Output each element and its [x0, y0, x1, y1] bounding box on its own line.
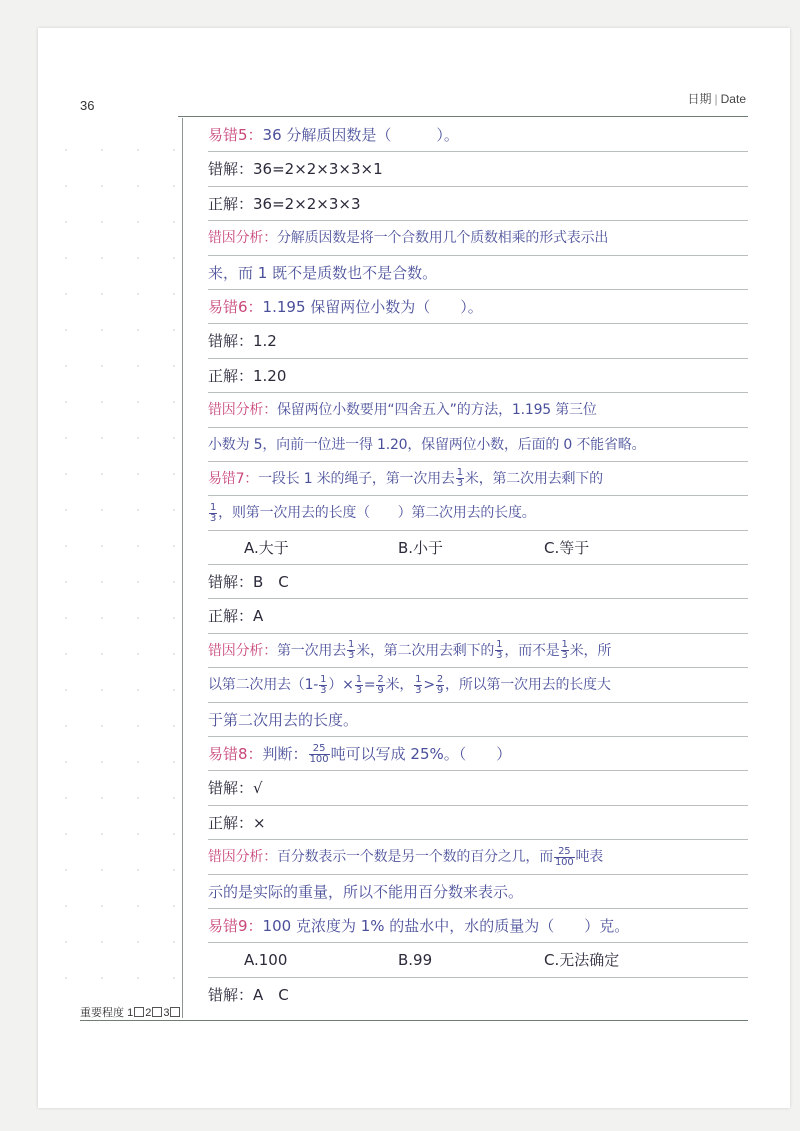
q9-options: [208, 943, 748, 977]
notes-content: [208, 118, 748, 1012]
q7-tag: 易错7：: [208, 470, 259, 487]
q6-right: 正解：1.20: [208, 359, 748, 393]
q7-analysis-1: [208, 634, 748, 668]
q7-analysis-3: 于第二次用去的长度。: [208, 703, 748, 737]
q8-text-b: 吨可以写成 25%。（ ）: [330, 745, 512, 764]
page-number: 36: [80, 98, 95, 113]
q7-option-b: B.小于: [398, 538, 444, 557]
q7-analysis2-text-c: =: [363, 677, 376, 694]
q6-analysis-1: [208, 393, 748, 427]
date-label: [688, 90, 747, 107]
q9-question: [208, 909, 748, 943]
q7-question-2: [208, 496, 748, 530]
margin-rule: [182, 118, 183, 1018]
fraction-one-third: $\frac{1}{3}$: [415, 673, 422, 696]
q7-analysis-text-c: ，而不是: [504, 642, 560, 659]
importance-level-2: 2: [145, 1007, 152, 1019]
fraction-one-third: $\frac{1}{3}$: [561, 639, 568, 662]
q8-analysis-text-b: 吨表: [575, 849, 604, 866]
q7-analysis2-text-b: ）×: [328, 677, 354, 694]
q9-option-a: A.100: [244, 951, 288, 970]
checkbox-icon[interactable]: [134, 1007, 144, 1017]
header-rule: [178, 116, 748, 117]
q6-analysis-tag: 错因分析：: [208, 402, 277, 419]
q8-analysis-1: [208, 840, 748, 874]
q7-right: 正解：A: [208, 599, 748, 633]
fraction-one-third: $\frac{1}{3}$: [456, 467, 463, 490]
q5-analysis-text-1: 分解质因数是将一个合数用几个质数相乘的形式表示出: [277, 230, 609, 247]
checkbox-icon[interactable]: [170, 1007, 180, 1017]
q8-analysis-2: 示的是实际的重量，所以不能用百分数来表示。: [208, 875, 748, 909]
q8-tag: 易错8：: [208, 745, 263, 764]
q8-text-a: 判断：: [262, 745, 308, 764]
q6-analysis-2: 小数为 5，向前一位进一得 1.20，保留两位小数，后面的 0 不能省略。: [208, 428, 748, 462]
q6-question: [208, 290, 748, 324]
q8-right: 正解：×: [208, 806, 748, 840]
date-separator: |: [714, 92, 718, 106]
q6-tag: 易错6：: [208, 297, 263, 316]
fraction-one-third: $\frac{1}{3}$: [348, 639, 355, 662]
q9-text: 100 克浓度为 1% 的盐水中，水的质量为（ ）克。: [262, 916, 630, 935]
fraction-one-third: $\frac{1}{3}$: [496, 639, 503, 662]
notebook-page: [38, 28, 790, 1108]
fraction-25-over-100: $\frac{25}{100}$: [555, 845, 574, 868]
importance-rating: [80, 1004, 181, 1020]
q5-question: [208, 118, 748, 152]
q5-right: 正解：36=2×2×3×3: [208, 187, 748, 221]
q7-wrong: 错解：B C: [208, 565, 748, 599]
fraction-two-ninths: $\frac{2}{9}$: [377, 673, 384, 696]
q7-text-b: 米，第二次用去剩下的: [464, 470, 603, 487]
q5-tag: 易错5：: [208, 126, 263, 144]
q6-wrong: 错解：1.2: [208, 324, 748, 358]
q7-analysis2-text-e: >: [423, 677, 435, 694]
fraction-one-third: $\frac{1}{3}$: [355, 673, 362, 696]
q7-analysis2-text-f: ，所以第一次用去的长度大: [445, 677, 611, 694]
q9-option-c: C.无法确定: [544, 951, 620, 970]
q5-analysis-tag: 错因分析：: [208, 230, 277, 247]
q7-analysis-text-a: 第一次用去: [277, 642, 346, 659]
q9-tag: 易错9：: [208, 916, 263, 935]
bottom-rule: [80, 1020, 748, 1021]
checkbox-icon[interactable]: [152, 1007, 162, 1017]
q5-text: 36 分解质因数是（ ）。: [262, 126, 459, 144]
q8-question: [208, 737, 748, 771]
fraction-25-over-100: $\frac{25}{100}$: [309, 743, 329, 766]
q7-text-a: 一段长 1 米的绳子，第一次用去: [258, 470, 455, 487]
date-label-zh: 日期: [687, 92, 712, 106]
q8-analysis-text-a: 百分数表示一个数是另一个数的百分之几，而: [277, 849, 553, 866]
date-label-en: Date: [720, 92, 746, 106]
q7-text-c: ，则第一次用去的长度（ ）第二次用去的长度。: [218, 505, 536, 522]
margin-dot-grid: [38, 118, 182, 998]
fraction-one-third: $\frac{1}{3}$: [210, 501, 217, 524]
q7-question-1: [208, 462, 748, 496]
q9-option-b: B.99: [398, 951, 433, 970]
q7-analysis-text-b: 米，第二次用去剩下的: [356, 642, 495, 659]
q7-analysis2-text-a: 以第二次用去（1-: [208, 677, 319, 694]
q7-analysis2-text-d: 米，: [385, 677, 414, 694]
fraction-two-ninths: $\frac{2}{9}$: [436, 673, 444, 696]
q8-wrong: 错解：√: [208, 771, 748, 805]
q6-text: 1.195 保留两位小数为（ ）。: [262, 297, 483, 316]
q5-analysis-2: 来，而 1 既不是质数也不是合数。: [208, 256, 748, 290]
q7-analysis-tag: 错因分析：: [208, 642, 277, 659]
q6-analysis-text-1: 保留两位小数要用“四舍五入”的方法，1.195 第三位: [277, 402, 597, 419]
q7-analysis-text-d: 米，所: [569, 642, 612, 659]
q5-wrong: 错解：36=2×2×3×3×1: [208, 152, 748, 186]
q7-option-c: C.等于: [544, 538, 590, 557]
importance-level-3: 3: [163, 1007, 170, 1019]
importance-level-1: 1: [127, 1007, 134, 1019]
fraction-one-third: $\frac{1}{3}$: [320, 673, 327, 696]
q8-analysis-tag: 错因分析：: [208, 849, 277, 866]
q5-analysis-1: [208, 221, 748, 255]
q9-wrong: 错解：A C: [208, 985, 289, 1004]
importance-label: 重要程度: [80, 1007, 124, 1019]
q7-options: [208, 531, 748, 565]
q7-option-a: A.大于: [244, 538, 289, 557]
q7-analysis-2: [208, 668, 748, 702]
